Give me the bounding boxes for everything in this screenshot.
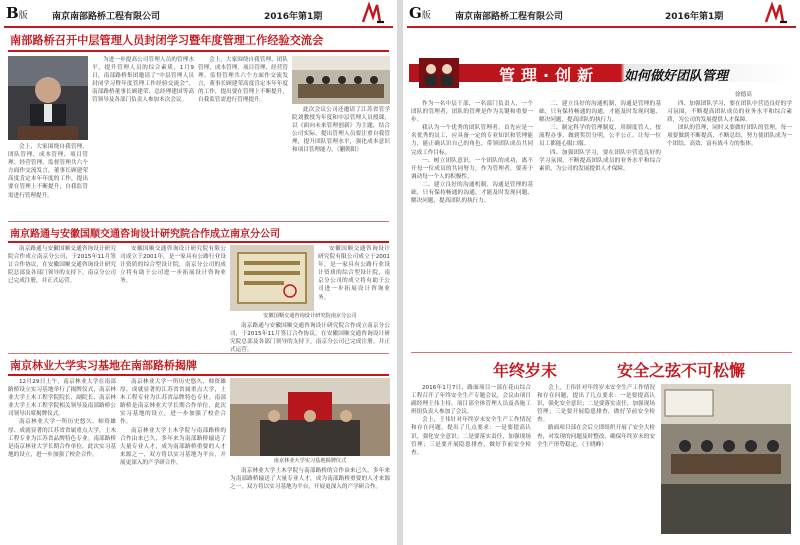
photo-caption: 安徽国顺交通咨询设计研究院南京分公司 [263, 313, 357, 319]
banner-title: 管理·创新 [499, 66, 600, 85]
article-body-branch-4: 南京路通与安徽国顺交通咨询设计研究院合作成立南京分公司，于2015年11月签订合作协议，在安徽国顺交通咨询设计研究院总部及各部门领导的支持下，南京分公司已完成注册，并正式运营。 [230, 323, 390, 354]
article-body-base-1: 12月29日上午，南京林业大学在南部路桥设立实习基地举行了揭牌仪式，南京林业大学土木工程学院院长、副院长、南京林业大学土木工程学院相关领导及南部路桥公司领导出席揭牌仪式。 南京林业大学一所历史悠久、师资雄厚、成就显著的江苏省省属重点大学，土木工程专业为江苏省品牌特色专业。南部路桥是南京林业大学长期合作单位，此次实习基地的设立，进一步加强了校企合作。 [8, 379, 116, 458]
article-body-branch-1: 南京路通与安徽国顺交通咨询设计研究院合作成立南京分公司，于2015年11月签订合作协议，在安徽国顺交通咨询设计研究院总部及各部门领导的支持下，南京分公司已完成注册，并正式运营。 [8, 246, 116, 285]
page-b [0, 0, 397, 545]
safety-body-2: 会上，王伟针对年终岁末安全生产工作情况和存在问题，提出了几点要求：一是要提高认识，强化安全意识；二是要落实责任，加强现场管理；三是要开展隐患排查，做好节前安全检查。 路面项目部在会后立即组织开展了安全大检查，对发现的问题及时整改，确保年终岁末的安全生产形势稳定。（王晓峰） [537, 385, 655, 448]
article-body-branch-3: 安徽国顺交通咨询设计研究院有限公司成立于2001年，是一家具有公路行业设计资质的综合型设计院，南京分公司的成立将有助于公司进一步拓展设计咨询业务。 [318, 246, 390, 301]
article-body-meeting-4: 此次会议公司还邀请了江苏省管学院刘教授为年度和中层管理人员授课，以《面向未来管理创新》为主题，结合公司实际，提出管理人员要注重自我管理，提升团队管理水平，强化成本意识和项目管理能力。（蒯朝阳） [292, 107, 390, 154]
feature-body-2: 二、建立良好的沟通机制，沟通是管理的基础，只有保持畅通的沟通，才能及时发现问题、解决问题，提高团队的执行力。 三、制定科学的管理制度，用制度管人，按流程办事，做到奖罚分明，公平公正，让每一位员工都能心服口服。 四、加强团队学习，要在团队中营造良好的学习氛围，不断提高团队成员的业务水平和综合素质，为公司的发展提供人才保障。 [539, 101, 661, 172]
edition-label: B版 [6, 4, 28, 22]
article-body-base-3: 南京林业大学土木学院与南部路桥的合作由来已久，多年来为南部路桥输送了大量专业人才，成为南部路桥重要的人才来源之一，双方将以实习基地为平台，开展更深入的产学研合作。 [230, 468, 390, 491]
company-logo-icon [360, 2, 386, 24]
banner-stripe [409, 64, 794, 82]
safety-body-1: 2016年1月7日，路面项目一部在花山综合工程召开了年终安全生产专题会议，会议由项目副经理王伟主持，项目部全体管理人员及各施工班组负责人参加了会议。 会上，王伟针对年终岁末安全生产工作情况和存在问题，提出了几点要求：一是要提高认识，强化安全意识；二是要落实责任，加强现场管理；三是要开展隐患排查，做好节前安全检查。 [411, 385, 531, 456]
banner-subtitle: 如何做好团队管理 [624, 69, 729, 84]
feature-body-1: 作为一名中层干部，一名部门负责人，一个团队的管理者，团队的管理是作为关键和重要一步。 我认为一个优秀的团队管理者，首先应是一名优秀的员工，应具备一定的专业知识和管理能力，能正确认识自己的角色，带领团队成员共同完成工作目标。 一、树立团队意识，一个团队的成功，离不开每一位成员的共同努力，作为管理者，要善于调动每一个人的积极性。 二、建立良好的沟通机制，沟通是管理的基础，只有保持畅通的沟通，才能及时发现问题、解决问题，提高团队的执行力。 [411, 101, 533, 205]
article-headline-branch: 南京路通与安徽国顺交通咨询设计研究院合作成立南京分公司 [10, 229, 280, 240]
page-header-g [407, 4, 796, 26]
page-g [403, 0, 800, 545]
company-logo-icon [763, 2, 789, 24]
section-divider [8, 221, 389, 222]
article-body-meeting-3: 会上，大家围绕自我管理、团队管理、成本管理、项目管理、经营管理、监督管理共六个方面作交流发言，董事长顾建荣高度肯定本年年度的工作，提出要在管理上不断提升，自我监管需进行管理提升。 [198, 57, 288, 104]
team-icon [419, 58, 459, 88]
author-name: 徐德高 [735, 92, 752, 98]
safety-headline-right: 安全之弦不可松懈 [617, 361, 746, 380]
article-body-meeting-1: 为进一步提高公司管理人员的管理水平，提升管理人员的综合素质，1月9日，南部路桥集团邀请了“中层管理人员封闭学习暨年度管理工作经验交流会”，南部路桥董事长顾建荣、总经理建国等高管领导及各部门负责人参加本次会议。 [92, 57, 194, 104]
paper-name: 南京南部路桥工程有限公司 [52, 12, 161, 22]
article-body-branch-2: 安徽国顺交通咨询设计研究院有限公司成立于2001年，是一家具有公路行业设计资质的综合型设计院，南京分公司的成立将有助于公司进一步拓展设计咨询业务。 [120, 246, 226, 285]
article-body-base-2: 南京林业大学一所历史悠久、师资雄厚、成就显著的江苏省省属重点大学，土木工程专业为江苏省品牌特色专业。南部路桥是南京林业大学长期合作单位，此次实习基地的设立，进一步加强了校企合作。 南京林业大学土木学院与南部路桥的合作由来已久，多年来为南部路桥输送了大量专业人才，成为南部路桥重要的人才来源之一，双方将以实习基地为平台，开展更深入的产学研合作。 [120, 379, 226, 466]
headline-rule [8, 50, 389, 52]
article-headline-meeting: 南部路桥召开中层管理人员封闭学习暨年度管理工作经验交流会 [10, 34, 324, 47]
feature-body-3: 四、加强团队学习，要在团队中营造良好的学习氛围，不断提高团队成员的业务水平和综合素质，为公司的发展提供人才保障。 团队的管理，同时又要做好团队的管理，每一项要做到不断提高，不断总结，努力使团队成为一个团结、高效、富有战斗力的集体。 [667, 101, 792, 148]
plaque-photo [230, 245, 314, 311]
header-rule [4, 26, 393, 28]
article-headline-base: 南京林业大学实习基地在南部路桥揭牌 [10, 359, 197, 372]
article-body-meeting-2: 会上，大家围绕自我管理、团队管理、成本管理、项目管理、经营管理、监督管理共六个方面作交流发言，董事长顾建荣高度肯定本年年度的工作，提出要在管理上不断提升，自我监管需进行管理提升。 [8, 144, 88, 199]
headline-rule [8, 374, 389, 376]
page-header-b [4, 4, 393, 26]
headline-rule [8, 241, 389, 243]
safety-meeting-photo [661, 384, 791, 534]
meeting-photo [292, 56, 390, 104]
header-rule [407, 26, 796, 28]
section-divider [8, 353, 389, 354]
photo-caption: 南京林业大学实习基地揭牌仪式 [273, 458, 347, 464]
speaker-photo [8, 56, 88, 140]
safety-headline-left: 年终岁末 [493, 361, 558, 380]
issue-number: 2016年第1期 [665, 12, 724, 22]
issue-number: 2016年第1期 [264, 12, 323, 22]
edition-label: G版 [409, 4, 431, 22]
section-divider [411, 352, 792, 353]
management-banner [409, 58, 794, 88]
ceremony-photo [230, 378, 390, 456]
paper-name: 南京南部路桥工程有限公司 [455, 12, 564, 22]
